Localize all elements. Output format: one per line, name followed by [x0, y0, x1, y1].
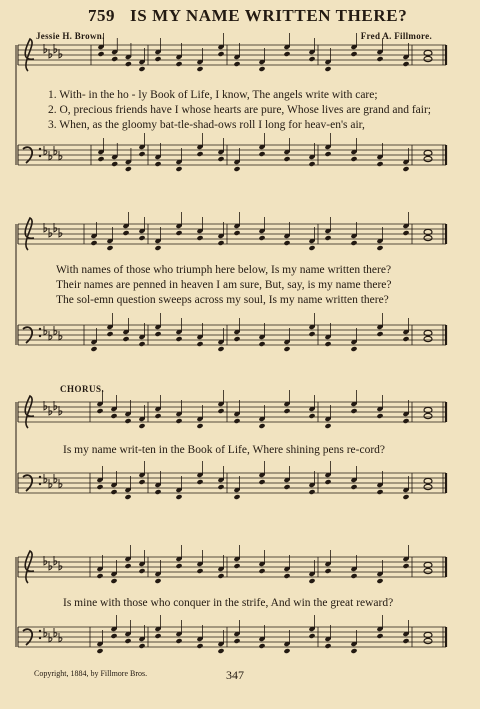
note-head	[196, 479, 203, 485]
hymn-title: IS MY NAME WRITTEN THERE?	[130, 6, 408, 25]
note-head	[350, 408, 357, 414]
note-head	[283, 156, 290, 162]
note-head	[196, 423, 203, 429]
bass-clef-dot	[39, 155, 41, 157]
flat-sign-icon	[54, 628, 57, 637]
bass-clef-dot	[39, 148, 41, 150]
note-head	[111, 56, 118, 62]
note-head	[424, 568, 432, 573]
note-head	[308, 56, 315, 62]
flat-sign-icon	[59, 331, 62, 340]
note-head	[283, 408, 290, 414]
note-head	[96, 408, 103, 414]
note-head	[308, 161, 315, 167]
note-head	[110, 578, 117, 584]
note-head	[90, 240, 97, 246]
note-head	[154, 413, 161, 419]
lyric-line: Is mine with those who conquer in the strife, And win the great reward?	[63, 597, 394, 609]
note-head	[154, 245, 161, 251]
note-head	[110, 413, 117, 419]
note-head	[96, 484, 103, 490]
hymn-number: 759	[88, 6, 115, 25]
note-head	[350, 156, 357, 162]
lyric-line: 2. O, precious friends have I whose hearts are pure, Whose lives are grand and fair;	[48, 104, 431, 116]
note-head	[111, 161, 118, 167]
note-head	[376, 413, 383, 419]
note-head	[196, 235, 203, 241]
note-head	[110, 633, 117, 639]
note-head	[154, 56, 161, 62]
note-head	[233, 61, 240, 67]
note-head	[138, 568, 145, 574]
note-head	[122, 336, 129, 342]
note-head	[125, 61, 132, 67]
note-head	[283, 573, 290, 579]
note-head	[175, 638, 182, 644]
note-head	[376, 161, 383, 167]
note-head	[233, 336, 240, 342]
note-head	[402, 563, 409, 569]
composer-credit: Fred A. Fillmore.	[360, 31, 432, 41]
note-head	[350, 51, 357, 57]
bass-clef-dot	[39, 630, 41, 632]
note-head	[90, 346, 97, 352]
flat-sign-icon	[54, 223, 57, 232]
note-head	[217, 346, 224, 352]
note-head	[124, 494, 131, 500]
copyright-notice: Copyright, 1884, by Fillmore Bros.	[34, 669, 148, 678]
note-head	[138, 235, 145, 241]
note-head	[217, 573, 224, 579]
flat-sign-icon	[49, 633, 52, 642]
flat-sign-icon	[44, 474, 47, 483]
note-head	[283, 346, 290, 352]
note-head	[402, 336, 409, 342]
note-head	[233, 638, 240, 644]
flat-sign-icon	[44, 628, 47, 637]
bass-clef-dot	[39, 637, 41, 639]
lyric-line: With names of those who triumph here below, Is my name written there?	[56, 264, 392, 276]
note-head	[283, 648, 290, 654]
note-head	[424, 235, 432, 240]
page-number: 347	[226, 668, 244, 682]
note-head	[350, 346, 357, 352]
note-head	[308, 489, 315, 495]
note-head	[124, 638, 131, 644]
note-head	[175, 336, 182, 342]
note-head	[175, 166, 182, 172]
note-head	[96, 573, 103, 579]
note-head	[324, 151, 331, 157]
note-head	[97, 51, 104, 57]
note-head	[138, 66, 145, 72]
note-head	[350, 648, 357, 654]
note-head	[154, 161, 161, 167]
bass-clef-dot	[39, 476, 41, 478]
note-head	[175, 563, 182, 569]
note-head	[350, 240, 357, 246]
note-head	[376, 56, 383, 62]
note-head	[154, 633, 161, 639]
note-head	[175, 418, 182, 424]
note-head	[217, 51, 224, 57]
flat-sign-icon	[54, 474, 57, 483]
note-head	[308, 413, 315, 419]
note-head	[308, 633, 315, 639]
note-head	[324, 568, 331, 574]
note-head	[402, 230, 409, 236]
note-head	[138, 643, 145, 649]
note-head	[402, 418, 409, 424]
note-head	[258, 479, 265, 485]
note-head	[402, 61, 409, 67]
note-head	[154, 489, 161, 495]
note-head	[154, 578, 161, 584]
note-head	[196, 568, 203, 574]
flat-sign-icon	[49, 151, 52, 160]
note-head	[138, 479, 145, 485]
note-head	[233, 563, 240, 569]
note-head	[308, 245, 315, 251]
note-head	[324, 66, 331, 72]
author-credit: Jessie H. Brown.	[36, 31, 105, 41]
flat-sign-icon	[54, 146, 57, 155]
note-head	[424, 484, 432, 489]
note-head	[233, 494, 240, 500]
note-head	[122, 230, 129, 236]
lyric-line: 1. With- in the ho - ly Book of Life, I know, The angels write with care;	[48, 89, 378, 101]
note-head	[324, 341, 331, 347]
note-head	[217, 156, 224, 162]
lyric-line: Is my name writ-ten in the Book of Life, Where shining pens re-cord?	[63, 444, 386, 456]
note-head	[233, 230, 240, 236]
note-head	[233, 418, 240, 424]
note-head	[324, 643, 331, 649]
note-head	[217, 408, 224, 414]
bass-clef-dot	[39, 483, 41, 485]
note-head	[258, 66, 265, 72]
note-head	[233, 166, 240, 172]
bass-clef-dot	[39, 328, 41, 330]
note-head	[308, 331, 315, 337]
note-head	[402, 638, 409, 644]
note-head	[376, 489, 383, 495]
note-head	[217, 484, 224, 490]
note-head	[308, 578, 315, 584]
note-head	[125, 166, 132, 172]
flat-sign-icon	[49, 228, 52, 237]
lyric-line: Their names are penned in heaven I am sure, But, say, is my name there?	[56, 279, 392, 291]
note-head	[196, 151, 203, 157]
note-head	[196, 66, 203, 72]
flat-sign-icon	[59, 228, 62, 237]
note-head	[324, 235, 331, 241]
note-head	[350, 484, 357, 490]
note-head	[258, 235, 265, 241]
note-head	[96, 648, 103, 654]
note-head	[424, 56, 432, 61]
note-head	[283, 484, 290, 490]
note-head	[402, 166, 409, 172]
note-head	[350, 573, 357, 579]
note-head	[376, 331, 383, 337]
note-head	[196, 643, 203, 649]
note-head	[258, 568, 265, 574]
note-head	[324, 423, 331, 429]
note-head	[138, 341, 145, 347]
flat-sign-icon	[59, 479, 62, 488]
note-head	[138, 151, 145, 157]
flat-sign-icon	[44, 223, 47, 232]
bass-clef-dot	[39, 335, 41, 337]
chorus-label: CHORUS.	[60, 384, 105, 394]
flat-sign-icon	[54, 326, 57, 335]
lyric-line: The sol-emn question sweeps across my soul, Is my name written there?	[56, 294, 389, 306]
flat-sign-icon	[44, 326, 47, 335]
flat-sign-icon	[44, 146, 47, 155]
note-head	[175, 230, 182, 236]
note-head	[258, 423, 265, 429]
note-head	[175, 61, 182, 67]
note-head	[258, 151, 265, 157]
note-head	[424, 638, 432, 643]
lyric-line: 3. When, as the gloomy bat-tle-shad-ows roll I long for heav-en's air,	[48, 119, 365, 131]
note-head	[283, 51, 290, 57]
note-head	[376, 245, 383, 251]
note-head	[124, 563, 131, 569]
flat-sign-icon	[59, 151, 62, 160]
flat-sign-icon	[49, 479, 52, 488]
note-head	[424, 413, 432, 418]
note-head	[196, 341, 203, 347]
note-head	[376, 633, 383, 639]
note-head	[106, 331, 113, 337]
note-head	[97, 156, 104, 162]
note-head	[217, 240, 224, 246]
flat-sign-icon	[49, 331, 52, 340]
note-head	[258, 341, 265, 347]
note-head	[283, 240, 290, 246]
note-head	[154, 331, 161, 337]
note-head	[402, 494, 409, 500]
note-head	[424, 156, 432, 161]
note-head	[106, 245, 113, 251]
note-head	[175, 494, 182, 500]
note-head	[324, 479, 331, 485]
note-head	[424, 336, 432, 341]
note-head	[138, 423, 145, 429]
note-head	[376, 578, 383, 584]
note-head	[217, 648, 224, 654]
flat-sign-icon	[59, 633, 62, 642]
note-head	[124, 418, 131, 424]
note-head	[110, 489, 117, 495]
note-head	[258, 643, 265, 649]
